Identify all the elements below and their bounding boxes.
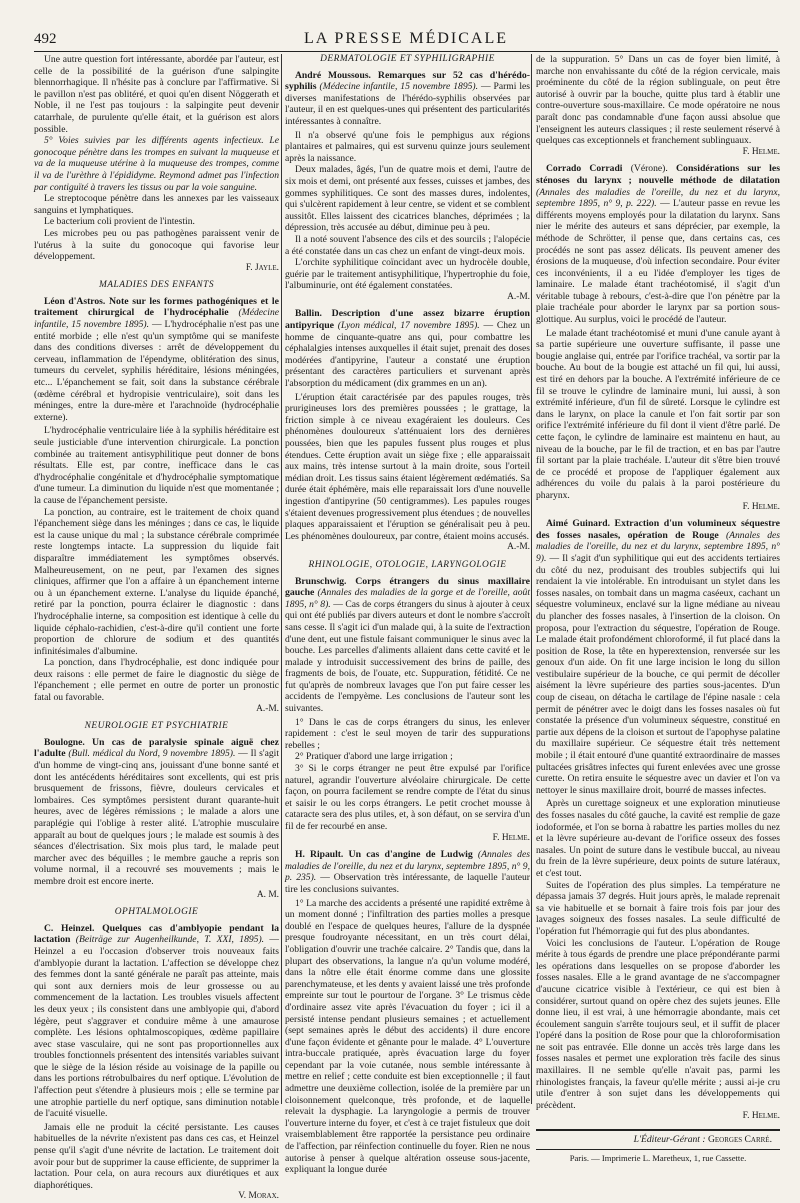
editor-label: L'Éditeur-Gérant :	[633, 1134, 706, 1146]
section-heading: RHINOLOGIE, OTOLOGIE, LARYNGOLOGIE	[308, 559, 507, 570]
paragraph: L'éruption était caractérisée par des papules rouges, très prurigineuses lors des premières poussées ; le grattage, la friction simple à ce niveau exagéraient les douleurs. Ces phénomènes douloureux s'atténuaient lors des dernières poussées, bien que les papules fussent plus rouges et plus étendues. Cette éruption avait un siège fixe ; elle apparaissait aux mains, très intense surtout à la main droite, sous l'orteil médian droit. Les tissus sains étaient légèrement œdématiés. Sa durée était éphémère, mais elle reparaissait lors d'une nouvelle ingestion d'antipyrine (50 centigrammes). Les papules rouges s'étaient devenues progressivement plus étendues ; de nouvelles plaques apparaissaient et l'éruption se généralisait peu à peu. Les phénomènes douloureux, par contre, étaient moins accusés.	[285, 391, 530, 542]
signature: F. Jayle.	[245, 262, 279, 273]
article-title: Quelques cas d'amblyopie pendant la lactation	[34, 922, 279, 946]
paragraph: Suites de l'opération des plus simples. La température ne dépassa jamais 37 degrés. Huit jours après, le malade reprenait sa vie habituelle et se bornait à faire trois fois par jour des lavages soigneux des fosses nasales. La seule difficulté de l'opération fut l'hémorragie qui fut des plus abondantes.	[536, 879, 780, 937]
signature: F. Helme.	[492, 832, 530, 843]
article-source: (Annales des maladies de l'oreille, du nez et du larynx, septembre 1895, n° 9, p. 235).	[285, 849, 530, 884]
editor-line	[536, 1134, 780, 1146]
article-head	[536, 518, 780, 796]
column-2	[285, 54, 531, 1176]
article-text: — Heinzel a eu l'occasion d'observer trois nouveaux faits d'amblyopie durant la lactation. L'affection se développe chez des femmes dont la santé générale ne paraît pas atteinte, mais qui sont aux derniers mois de leur grossesse ou au commencement de la lactation. Les troubles visuels affectent les deux yeux ; ils consistent dans une amblyopie qui, d'abord légère, peut s'aggraver et conduire même à une amaurose complète. Les lésions ophtalmoscopiques, œdème papillaire avec stase vasculaire, qui ne sont pas proportionnelles aux troubles fonctionnels présentent des intensités variables suivant que le siège de la lésion réside au voisinage de la papille ou dans les portions rétrobulbaires du nerf optique. L'évolution de l'affection peut s'étendre à plusieurs mois ; elle se termine par une atrophie partielle du nerf optique, sans diminution notable de l'acuité visuelle.	[34, 934, 279, 1120]
article-head	[536, 163, 780, 325]
article-source: (Beiträge zur Augenheilkunde, T. XXI, 1895).	[75, 934, 265, 946]
paragraph: Voici les conclusions de l'auteur. L'opération de Rouge mérite à tous égards de prendre une place prépondérante parmi les opérations dans lesquelles on se propose d'aborder les fosses nasales. Elle a le grand avantage de ne s'accompagner d'aucune cicatrice visible à l'extérieur, ce qui est bien à considérer, surtout quand on opère chez des sujets jeunes. Elle donne lieu, il est vrai, à une hémorragie abondante, mais cet écoulement sanguin s'arrête toujours seul, et il suffit de placer l'opéré dans la position de Rose pour que la chloroformisation ne soit pas entravée. Elle donne un accès très large dans les fosses nasales et permet une exploration très facile des sinus maxillaires. Il ne semble qu'elle n'avait pas, parmi les rhinologistes français, la faveur qu'elle mérite ; aussi ai-je cru utile d'entrer à son sujet dans les développements qui précèdent.	[536, 937, 780, 1111]
article-head	[285, 308, 530, 389]
signature: F. Helme.	[742, 1111, 780, 1122]
article-title: Description d'une assez bizarre éruption antipyrique	[285, 308, 530, 332]
paragraph: La ponction, dans l'hydrocéphalie, est donc indiquée pour deux raisons : elle permet de faire le diagnostic du siège de l'épanchement ; elle permet en outre de porter un pronostic fatal ou favorable.	[34, 657, 279, 704]
paragraph: 3° Si le corps étranger ne peut être expulsé par l'orifice naturel, agrandir l'ouverture alvéolaire chirurgicale. De cette façon, on pourra facilement se rendre compte de l'état du sinus et saisir le ou les corps étrangers. Le petit crochet mousse à cataracte sera des plus utiles, et, à son défaut, on se servira d'un fil de fer recourbé en anse.	[285, 763, 530, 832]
article-head	[34, 296, 279, 424]
article-author: Boulogne.	[44, 736, 85, 748]
paragraph: 1° Dans le cas de corps étrangers du sinus, les enlever rapidement : c'est le seul moyen de tarir des suppurations rebelles ;	[285, 716, 530, 751]
article-head	[285, 70, 530, 128]
article-title: Considérations sur les sténoses du larynx ; nouvelle méthode de dilatation	[536, 163, 781, 186]
section-heading: MALADIES DES ENFANTS	[98, 280, 215, 291]
paragraph: L'orchite syphilitique coïncidant avec un hydrocèle double, guérie par le traitement antisyphilitique, l'hypertrophie du foie, l'albuminurie, ont été également constatées.	[285, 257, 530, 292]
article-text: — L'auteur passe en revue les différents moyens employés pour la dilatation du larynx. Sans nier le mérite des auteurs et sans déprécier, par exemple, la méthode de Schrötter, il pense que, dans certains cas, ces procédés ne sont pas assez délicats. Ils peuvent amener des érosions de la muqueuse, d'où infection secondaire. Pour éviter ces inconvénients, il a eu l'idée d'employer les tiges de laminaire. Le malade étant trachéotomisé, il s'agit d'un véritable tubage à rebours, c'est-à-dire que l'on pénètre par la plaie trachéale pour aborder le larynx par sa portion sous-glottique. Au surplus, voici le procédé de l'auteur.	[536, 198, 780, 326]
article-text: — Il s'agit d'un syphilitique qui eut des accidents tertiaires du côté du nez, produisant des troubles subjectifs qui lui rendaient la vie intolérable. En introduisant un stylet dans les fosses nasales, on tombait dans un magma caséeux, cachant un séquestre volumineux, enclavé sur la ligne médiane au niveau du plancher des fosses nasales, à l'insertion de la cloison. On proposa, pour l'extraction du séquestre, l'opération de Rouge. Le malade était profondément chloroformé, il fut placé dans la position de Rose, la tête en hyperextension, renversée sur les genoux d'un aide. On fit une large incision le long du sillon vestibulaire supérieur de la bouche, ce qui permit de décoller aisément la lèvre supérieure des parties sous-jacentes. D'un coup de ciseau, on détacha le cartilage de l'épine nasale : cela permit de pénétrer avec le doigt dans les fosses nasales où fut constatée la présence d'un volumineux séquestre, constitué en partie aux dépens de la cloison et surtout de l'apophyse palatine du maxillaire supérieur. Ce séquestre était très nettement mobile ; il était entouré d'une quantité extraordinaire de masses pultacées grisâtres infectes qui furent enlevées avec une grosse curette. On retira ensuite le séquestre avec un davier et l'on va nettoyer le sinus maxillaire droit, bourré de masses infectes.	[536, 552, 780, 796]
article-author: Ballin.	[295, 308, 322, 320]
paragraph: L'hydrocéphalie ventriculaire liée à la syphilis héréditaire est seule justiciable d'une intervention chirurgicale. La ponction combinée au traitement antisyphilitique peut donner de bons résultats. Elle est, par contre, inefficace dans le cas d'hydrocéphalie congénitale et d'hydrocéphalie symptomatique d'une tumeur. La diminution du liquide n'est que momentanée ; la cause de l'épanchement persiste.	[34, 425, 279, 506]
paragraph: 2° Pratiquer d'abord une large irrigation ;	[295, 751, 453, 763]
signature: V. Morax.	[238, 1191, 279, 1202]
article-author: C. Heinzel.	[44, 922, 95, 934]
article-author: H. Ripault.	[295, 849, 344, 861]
column-rule	[281, 54, 282, 1104]
paragraph: Après un curettage soigneux et une exploration minutieuse des fosses nasales du côté gauche, la cavité est remplie de gaze iodoformée, et l'on se borna à rabattre les parties molles du nez et la lèvre supérieure au-devant de l'orifice osseux des fosses nasales. Un point de suture dans le vestibule buccal, au niveau du frein de la lèvre supérieure, deux points de suture latéraux, et c'est tout.	[536, 798, 780, 879]
article-text: — Il s'agit d'un homme de vingt-cinq ans, jouissant d'une bonne santé et dont les antécédents héréditaires sont excellents, qui est pris brusquement de frissons, fièvre, douleurs cervicales et lombaires. Ces symptômes persistent durant quarante-huit heures, avec de légères rémissions ; le malade a alors une paraplégie qui l'oblige à rester alité. L'atrophie musculaire apparaît au bout de quelques jours ; le malade est soumis à des séances d'électrisation. Six mois plus tard, le malade peut marcher avec des béquilles ; le membre gauche a repris son volume normal, il a recouvré ses mouvements ; mais le membre droit est encore inerte.	[34, 748, 279, 887]
article-author: Aimé Guinard.	[546, 518, 610, 530]
paragraph: La ponction, au contraire, est le traitement de choix quand l'épanchement siège dans les méninges ; dans ce cas, le liquide est la cause unique du mal ; la substance cérébrale comprimée reste longtemps intacte. La suppression du liquide fait disparaître immédiatement les symptômes observés. Malheureusement, on ne peut, par l'examen des signes cliniques, affirmer que l'on a affaire à un épanchement interne ou à un épanchement externe. L'analyse du liquide épanché, retiré par la ponction, pourra éclairer le diagnostic : dans l'hydrocéphalie interne, sa composition est identique à celle du liquide céphalo-rachidien, c'est-à-dire qu'il contient une forte proportion de chlorure de sodium et des quantités infinitésimales d'albumine.	[34, 506, 279, 657]
paragraph: Jamais elle ne produit la cécité persistante. Les causes habituelles de la névrite n'existent pas dans ces cas, et Heinzel pense qu'il s'agit d'une névrite de lactation. Le traitement doit avoir pour but de supprimer la cause efficiente, de supprimer la lactation. Pour cela, on aura recours aux diurétiques et aux diaphorétiques.	[34, 1121, 279, 1191]
article-head	[34, 737, 279, 888]
article-head	[285, 849, 530, 895]
paragraph: de la suppuration. 5° Dans un cas de foyer bien limité, à marche non envahissante du côté de la région cervicale, mais proéminente du côté de la région sublinguale, on peut être autorisé à ouvrir par la bouche, quitte plus tard à établir une contre-ouverture sous-maxillaire. Ce mode opératoire ne nous paraît donc pas condamnable d'une façon aussi absolue que l'enseignent les auteurs classiques ; il reste seulement réservé à quelques cas exceptionnels et franchement sublinguaux.	[536, 54, 780, 147]
page-header	[34, 28, 778, 52]
article-source: (Annales des maladies de l'oreille, du nez et du larynx, septembre 1895, n° 9, p. 222).	[536, 186, 780, 210]
paragraph: Il n'a observé qu'une fois le pemphigus aux régions plantaires et palmaires, qui est survenu quinze jours seulement après la naissance.	[285, 129, 530, 164]
article-head	[34, 923, 279, 1120]
column-1	[34, 54, 279, 1202]
article-author: Corrado Corradi	[546, 163, 623, 175]
paragraph: Les microbes peu ou pas pathogènes paraissent venir de l'utérus à la suite du gonocoque qui favorise leur développement.	[34, 227, 279, 263]
article-city: (Vérone).	[630, 163, 668, 175]
article-source: (Annales des maladies de la gorge et de l'oreille, août 1895, n° 8).	[285, 587, 531, 610]
article-source: (Médecine infantile, 15 novembre 1895).	[34, 307, 279, 331]
article-source: (Bull. médical du Nord, 9 novembre 1895).	[68, 748, 236, 760]
article-text: — Parmi les diverses manifestations de l'hérédo-syphilis observées par l'auteur, il en est quelques-unes qui présentent des particularités intéressantes à connaître.	[285, 81, 531, 127]
article-title: Note sur les formes pathogéniques et le traitement chirurgical de l'hydrocéphalie	[34, 295, 279, 319]
paragraph: Une autre question fort intéressante, abordée par l'auteur, est celle de la possibilité de la guérison d'une salpingite blennorrhagique. Il n'hésite pas à conclure par l'affirmative. Si le pavillon n'est pas oblitéré, et quoi qu'en disent Nöggerath et Noble, il ne l'est pas toujours : la salpingite peut devenir catarrhale, de purulente qu'elle était, et la guérison est alors possible.	[34, 54, 279, 135]
article-text: — Observation très intéressante, de laquelle l'auteur tire les conclusions suivantes.	[285, 872, 530, 895]
printer-line: Paris. — Imprimerie L. Maretheux, 1, rue Cassette.	[536, 1149, 780, 1165]
paragraph: Le streptocoque pénètre dans les annexes par les vaisseaux sanguins et lymphatiques.	[34, 193, 279, 216]
article-title: Un cas d'angine de Ludwig	[348, 849, 473, 861]
signature: F. Helme.	[742, 146, 780, 157]
article-title: Remarques sur 52 cas d'hérédo-syphilis	[285, 69, 530, 93]
paragraph: Deux malades, âgés, l'un de quatre mois et demi, l'autre de six mois et demi, ont présenté aux fesses, cuisses et jambes, des gommes syphilitiques. Ce sont des masses dures, indolentes, qui s'ulcèrent rapidement à leur centre, se vident et se comblent aussitôt. Elles laissent des cicatrices blanches, déprimées ; la dépression, très accusée au début, diminue peu à peu.	[285, 164, 530, 234]
section-heading: OPHTALMOLOGIE	[114, 907, 199, 918]
article-author: Léon d'Astros.	[44, 295, 106, 307]
article-text: — Chez un homme de cinquante-quatre ans qui, pour combattre les céphalalgies intenses auxquelles il était sujet, prenait des doses modérées d'antipyrine, l'auteur a constaté une éruption présentant des caractères particuliers et survenant après l'absorption du médicament (dix grammes en un an).	[285, 320, 530, 390]
page-number: 492	[34, 31, 57, 47]
column-3	[536, 54, 781, 1163]
signature: F. Helme.	[742, 501, 780, 512]
signature: A.-M.	[507, 291, 530, 302]
paragraph: Le malade étant trachéotomisé et muni d'une canule ayant à sa partie supérieure une ouverture suffisante, il passe une bougie anglaise qui, entrée par l'orifice trachéal, va sortir par la bouche. Au bout de la bougie est attaché un fil qui, lui aussi, est tiré en dehors par la bouche. A l'extrémité inférieure de ce fil se trouve le cylindre de laminaire muni, lui aussi, à son extrémité inférieure, d'un fil de sûreté. Lorsque le cylindre est dans le larynx, on place la canule et l'on fait sortir par son orifice l'extrémité inférieure du fil dont il vient d'être parlé. De cette façon, le cylindre de laminaire est maintenu en haut, au niveau de la bouche, par le fil de traction, et en bas par l'autre fil sortant par la plaie trachéale. L'auteur dit s'être bien trouvé de ce procédé et propose de l'appliquer également aux adhérences du voile du palais à la paroi postérieure du pharynx.	[536, 327, 780, 501]
article-text: — L'hydrocéphalie n'est pas une entité morbide ; elle n'est qu'un symptôme qui se manifeste dans des conditions diverses : arrêt de développement du cerveau, inflammation de l'épendyme, oblitération des sinus, tumeurs du cervelet, syphilis héréditaire, lésions méningées, etc... L'épanchement se fait, soit dans la substance cérébrale (œdème cérébral et hydropisie ventriculaire), soit dans les méninges, entre la dure-mère et l'arachnoïde (hydrocéphalie externe).	[34, 319, 279, 423]
colophon	[536, 1129, 780, 1164]
section-heading: DERMATOLOGIE ET SYPHILIGRAPHIE	[320, 54, 495, 64]
signature: A.-M.	[256, 703, 279, 714]
article-head	[285, 576, 530, 715]
article-source: (Médecine infantile, 15 novembre 1895).	[319, 81, 479, 93]
article-author: André Moussous.	[295, 69, 371, 81]
article-title: Corps étrangers du sinus maxillaire gauche	[285, 575, 530, 599]
article-title: Un cas de paralysie spinale aiguë chez l'adulte	[34, 736, 279, 760]
article-text: — Cas de corps étrangers du sinus à ajouter à ceux qui ont été publiés par divers auteurs et dont le nombre s'accroît sans cesse. Il s'agit ici d'un malade qui, à la suite de l'extraction d'une dent, eut une fistule faisant communiquer le sinus avec la bouche. Les parcelles d'aliments allaient dans cette cavité et le malade y introduisit successivement des brins de paille, des fragments de bois, de l'ouate, etc. Suppuration, fétidité. Ce ne fut qu'après de nombreux lavages que l'on put faire cesser les accidents de l'empyème. Les conclusions de l'auteur sont les suivantes.	[285, 598, 530, 715]
signature: A.-M.	[507, 542, 530, 553]
article-title: Extraction d'un volumineux séquestre des fosses nasales, opération de Rouge	[536, 518, 780, 541]
paragraph: 5° Voies suivies par les différents agents infectieux. Le gonocoque pénètre dans les trompes en suivant la muqueuse et va de la muqueuse utérine à la muqueuse des trompes, comme il va de l'urèthre à l'épididyme. Reymond admet pas l'infection par contiguïté à travers les tissus ou par la voie sanguine.	[34, 135, 279, 193]
paragraph: 1° La marche des accidents a présenté une rapidité extrême à un moment donné ; l'infiltration des parties molles a presque doublé en l'espace de quelques heures, l'allure de la dyspnée presque foudroyante nécessitant, en un très court délai, l'obligation d'ouvrir une trachée calcaire. 2° Tandis que, dans la plupart des observations, la langue n'a qu'un volume modéré, dans la nôtre elle était énorme comme dans une glossite parenchymateuse, et les dents y avaient laissé une très profonde empreinte sur tout le pourtour de l'organe. 3° Le trismus cède d'ordinaire assez vite après l'évacuation du foyer ; ici il a persisté intense pendant plusieurs semaines ; et actuellement (sept semaines après le début des accidents) il dure encore d'une façon évidente et gênante pour le malade. 4° L'ouverture intra-buccale pratiquée, après évacuation large du foyer cependant par la voie cutanée, nous semble intéressante à mettre en relief ; cette conduite est bien exceptionnelle ; il faut admettre une deuxième collection, isolée de la première par un cloisonnement quelconque, très profonde, et de laquelle relevait la dysphagie. La laryngologie a permis de trouver l'ouverture interne du foyer, et c'est à ce trajet fistuleux que doit vraisemblablement être rapportée la persistance peu ordinaire de l'affection, par réinfection continuelle du foyer. Rien ne nous autorise à penser à quelque altération osseuse sous-jacente, expliquant la longue durée	[285, 897, 530, 1176]
journal-title: LA PRESSE MÉDICALE	[303, 30, 508, 47]
paragraph: Le bacterium coli provient de l'intestin.	[44, 216, 195, 228]
editor-name: Georges Carré.	[707, 1134, 772, 1146]
signature: A. M.	[256, 889, 279, 900]
section-heading: NEUROLOGIE ET PSYCHIATRIE	[84, 721, 229, 732]
paragraph: Il a noté souvent l'absence des cils et des sourcils ; l'alopécie a été constatée dans un cas chez un enfant de vingt-deux mois.	[285, 233, 530, 257]
column-rule	[531, 54, 532, 1104]
article-source: (Annales des maladies de l'oreille, du nez et du larynx, septembre 1895, n° 9).	[536, 529, 780, 564]
article-author: Brunschwig.	[295, 575, 347, 587]
article-source: (Lyon médical, 17 novembre 1895).	[337, 320, 480, 332]
